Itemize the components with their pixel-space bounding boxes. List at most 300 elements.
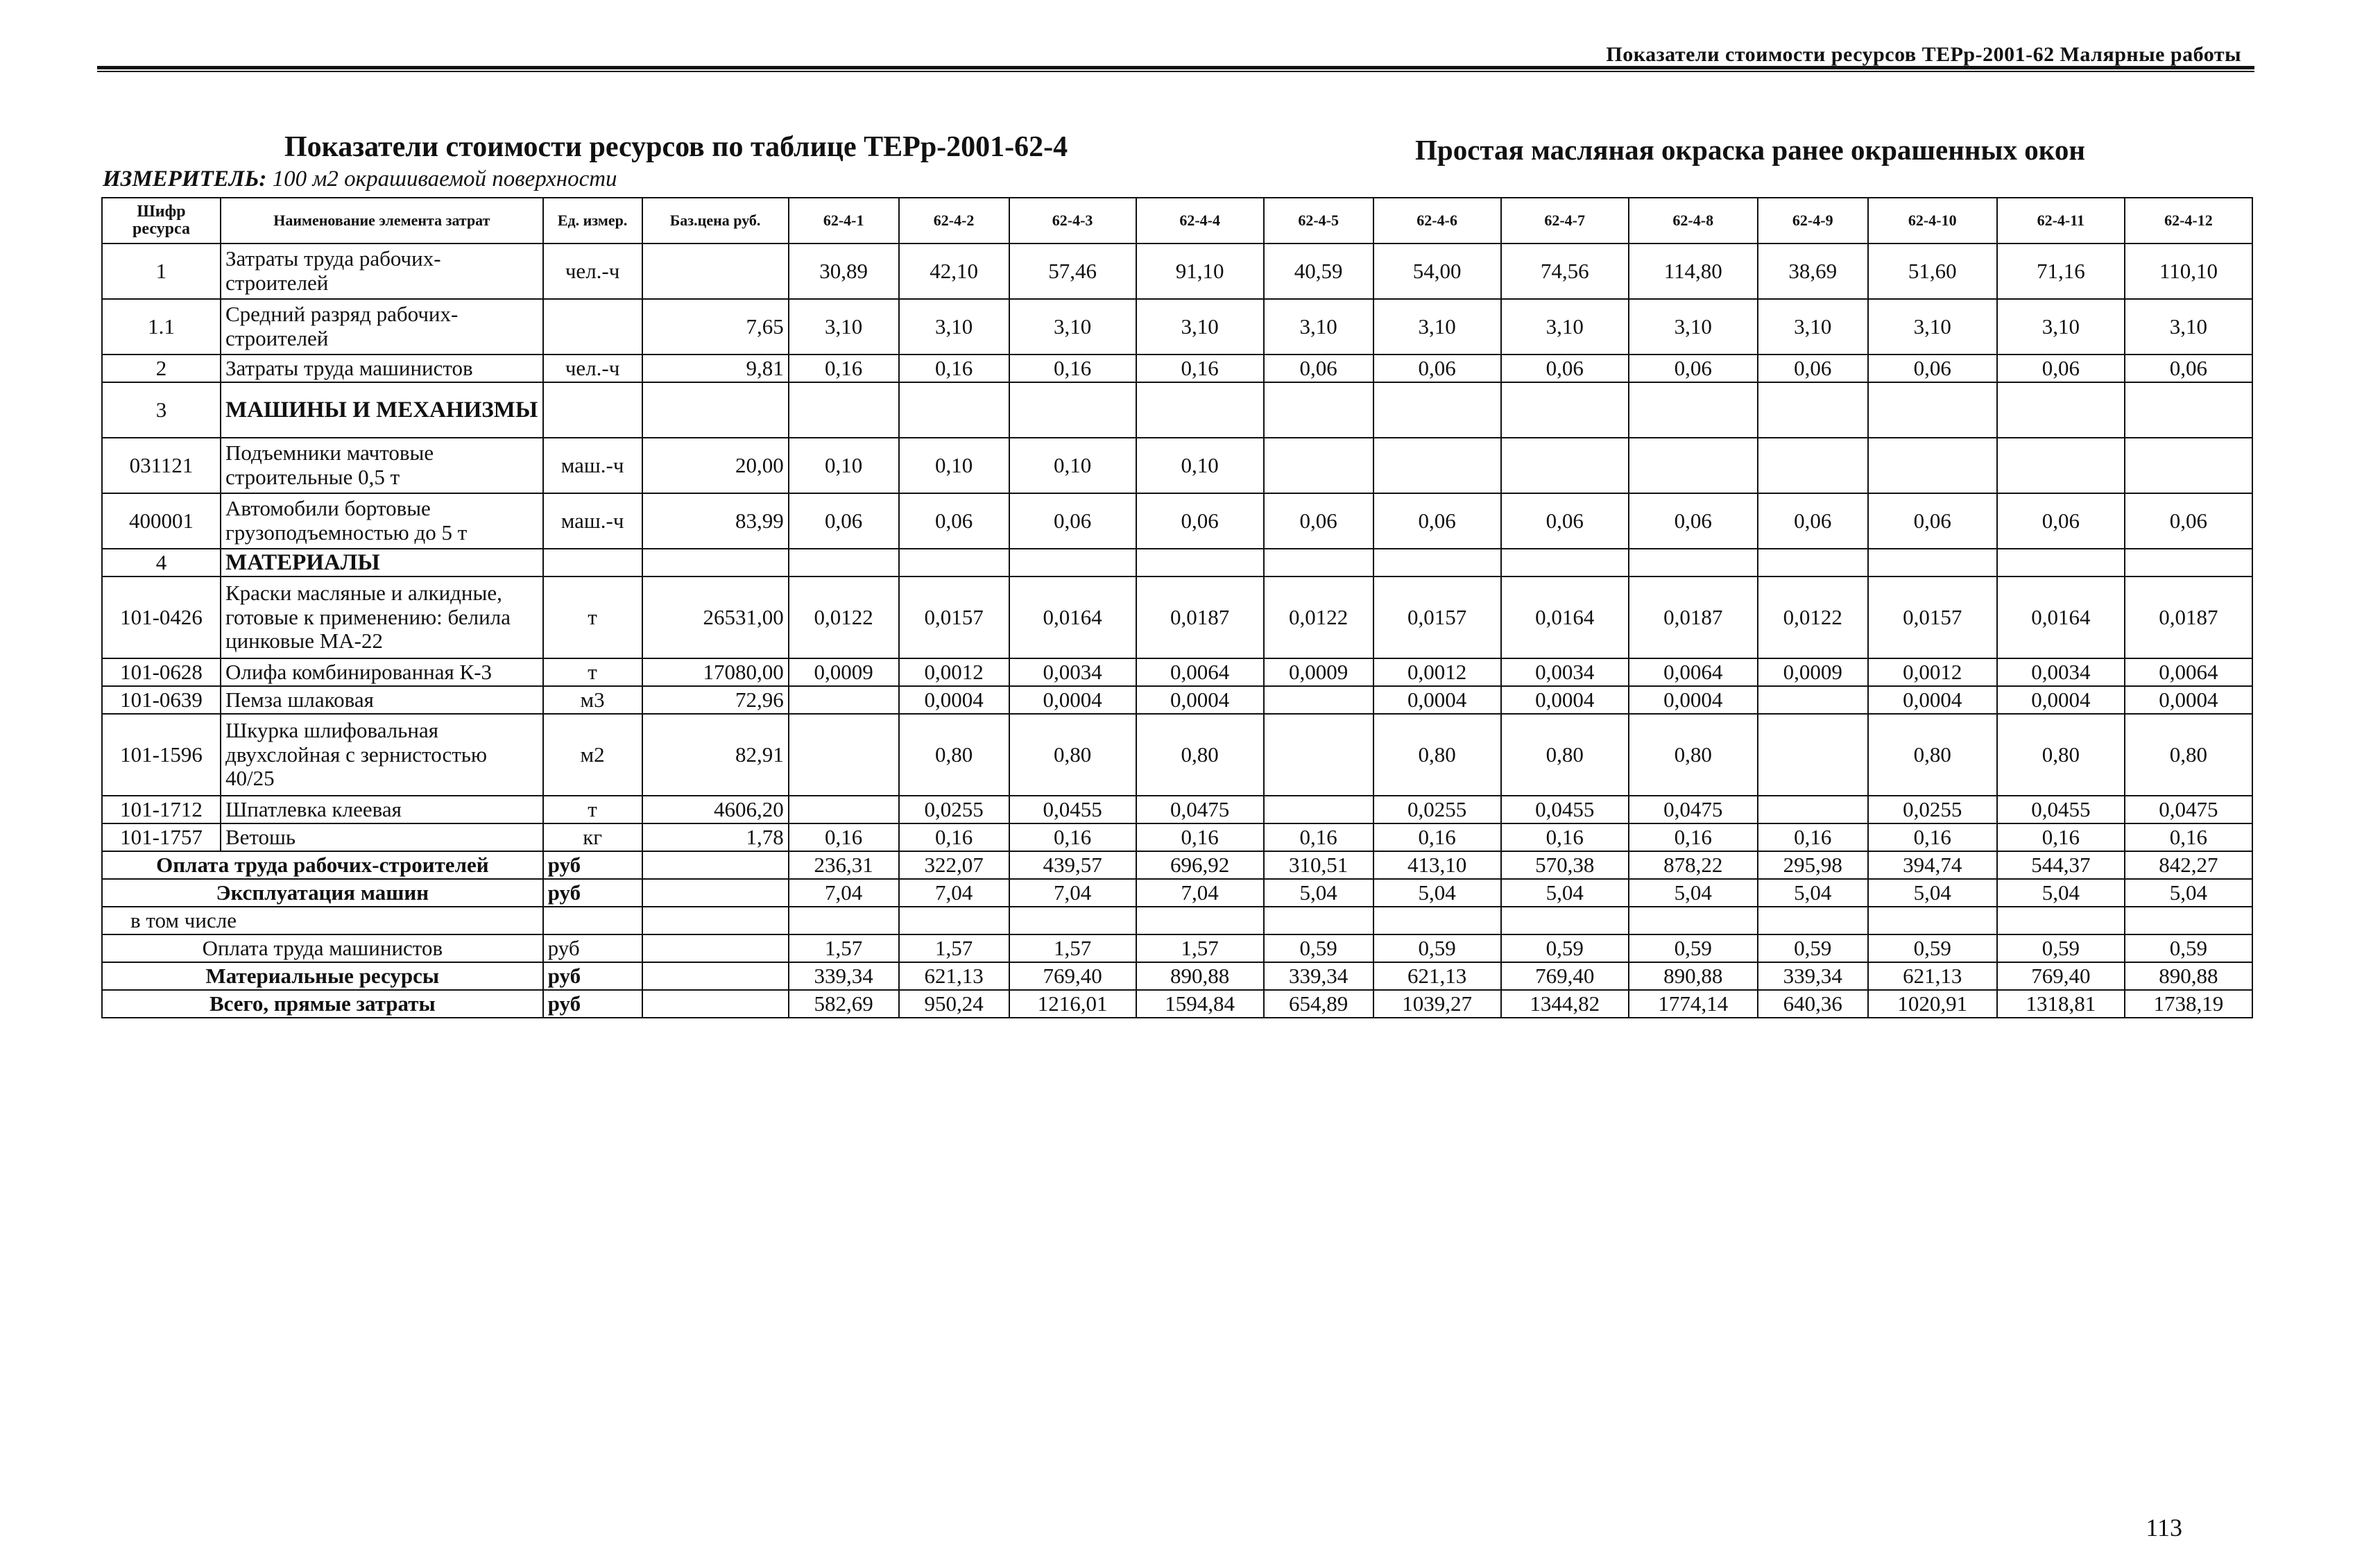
cell-value: 0,0475	[2125, 796, 2252, 823]
summary-value: 1039,27	[1373, 990, 1501, 1018]
header-rule	[97, 66, 2254, 69]
summary-value: 0,59	[1758, 934, 1868, 962]
cell-value	[1868, 438, 1997, 493]
cell-value: 0,0187	[1136, 576, 1264, 658]
cell-value: 0,06	[1373, 493, 1501, 549]
cell-value: 0,0187	[1629, 576, 1758, 658]
summary-price-empty	[642, 934, 789, 962]
summary-value: 890,88	[1136, 962, 1264, 990]
cell-value	[1373, 382, 1501, 438]
summary-unit: руб	[543, 879, 642, 907]
cell-price: 83,99	[642, 493, 789, 549]
cell-value: 0,80	[1868, 714, 1997, 796]
summary-value: 890,88	[1629, 962, 1758, 990]
cell-code: 101-1712	[102, 796, 221, 823]
cell-value: 110,10	[2125, 244, 2252, 299]
cell-value	[1758, 438, 1868, 493]
cell-value	[1501, 382, 1629, 438]
cell-name: Шкурка шлифовальная двухслойная с зернистостью 40/25	[221, 714, 543, 796]
summary-value: 1,57	[1009, 934, 1136, 962]
summary-value: 0,59	[1629, 934, 1758, 962]
cell-unit: м3	[543, 686, 642, 714]
summary-value	[1868, 907, 1997, 934]
summary-value: 394,74	[1868, 851, 1997, 879]
cell-value: 54,00	[1373, 244, 1501, 299]
summary-value: 640,36	[1758, 990, 1868, 1018]
cell-value: 0,80	[1997, 714, 2125, 796]
summary-value: 1738,19	[2125, 990, 2252, 1018]
header-column: 62-4-10	[1868, 198, 1997, 244]
cell-value: 0,0004	[1373, 686, 1501, 714]
header-name: Наименование элемента затрат	[221, 198, 543, 244]
cell-value	[1136, 382, 1264, 438]
cell-value: 0,06	[2125, 493, 2252, 549]
page-number: 113	[2146, 1514, 2182, 1541]
cell-price: 7,65	[642, 299, 789, 355]
cell-name: МАТЕРИАЛЫ	[221, 549, 543, 576]
cell-value: 0,0455	[1501, 796, 1629, 823]
cell-price	[642, 382, 789, 438]
cell-value: 0,10	[1009, 438, 1136, 493]
meter-value: 100 м2 окрашиваемой поверхности	[272, 166, 617, 191]
cell-value: 0,0187	[2125, 576, 2252, 658]
cell-value: 0,0004	[1501, 686, 1629, 714]
cell-name: Ветошь	[221, 823, 543, 851]
cell-value: 0,0034	[1501, 658, 1629, 686]
summary-value: 0,59	[1501, 934, 1629, 962]
summary-value: 439,57	[1009, 851, 1136, 879]
header-rule-thin	[97, 71, 2254, 72]
running-header: Показатели стоимости ресурсов ТЕРр-2001-62 Малярные работы	[1606, 43, 2241, 66]
summary-price-empty	[642, 962, 789, 990]
cell-value	[789, 796, 899, 823]
cell-value: 0,0012	[1373, 658, 1501, 686]
cell-value: 0,10	[789, 438, 899, 493]
cell-value	[1264, 796, 1373, 823]
cell-value: 40,59	[1264, 244, 1373, 299]
cell-value: 57,46	[1009, 244, 1136, 299]
cell-value: 0,0164	[1009, 576, 1136, 658]
cell-code: 3	[102, 382, 221, 438]
cell-price: 20,00	[642, 438, 789, 493]
summary-value: 1344,82	[1501, 990, 1629, 1018]
cell-value: 0,0009	[1758, 658, 1868, 686]
cell-value	[1009, 382, 1136, 438]
cell-value	[1758, 714, 1868, 796]
summary-value: 1774,14	[1629, 990, 1758, 1018]
summary-label: Оплата труда рабочих-строителей	[102, 851, 543, 879]
cell-unit: маш.-ч	[543, 438, 642, 493]
cell-value: 0,0034	[1009, 658, 1136, 686]
cell-code: 101-0426	[102, 576, 221, 658]
cell-value: 0,06	[1868, 493, 1997, 549]
summary-label: Оплата труда машинистов	[102, 934, 543, 962]
cell-price: 26531,00	[642, 576, 789, 658]
meter-line	[103, 166, 617, 192]
cell-value	[789, 549, 899, 576]
summary-value: 842,27	[2125, 851, 2252, 879]
cell-value	[2125, 549, 2252, 576]
cell-value	[1373, 438, 1501, 493]
header-price: Баз.цена руб.	[642, 198, 789, 244]
cell-value: 3,10	[2125, 299, 2252, 355]
cell-value: 3,10	[1373, 299, 1501, 355]
cell-value: 0,06	[1629, 493, 1758, 549]
cell-value	[1997, 382, 2125, 438]
cell-name: Шпатлевка клеевая	[221, 796, 543, 823]
cell-value	[1009, 549, 1136, 576]
cell-value: 0,0255	[1868, 796, 1997, 823]
cell-value: 0,16	[899, 823, 1009, 851]
cell-value: 0,0064	[2125, 658, 2252, 686]
cell-value	[1373, 549, 1501, 576]
summary-value: 5,04	[1868, 879, 1997, 907]
cell-value	[1758, 549, 1868, 576]
cell-value: 0,0012	[899, 658, 1009, 686]
cell-value	[1758, 382, 1868, 438]
summary-value	[1629, 907, 1758, 934]
cell-value: 0,16	[2125, 823, 2252, 851]
summary-value: 7,04	[899, 879, 1009, 907]
table-row	[102, 244, 2252, 299]
header-column: 62-4-4	[1136, 198, 1264, 244]
header-column: 62-4-3	[1009, 198, 1136, 244]
cell-name: Краски масляные и алкидные, готовые к применению: белила цинковые МА-22	[221, 576, 543, 658]
summary-value: 5,04	[1373, 879, 1501, 907]
summary-value: 7,04	[1136, 879, 1264, 907]
summary-value: 1318,81	[1997, 990, 2125, 1018]
cell-value: 0,16	[1009, 355, 1136, 382]
cell-value	[789, 382, 899, 438]
summary-value	[1009, 907, 1136, 934]
summary-value: 544,37	[1997, 851, 2125, 879]
cell-value: 0,16	[899, 355, 1009, 382]
table-row	[102, 658, 2252, 686]
summary-price-empty	[642, 879, 789, 907]
cell-value	[1997, 549, 2125, 576]
cell-value: 0,0455	[1009, 796, 1136, 823]
cell-value: 0,0064	[1136, 658, 1264, 686]
cell-value: 0,10	[899, 438, 1009, 493]
summary-value: 0,59	[1868, 934, 1997, 962]
table-row	[102, 576, 2252, 658]
cell-value	[1136, 549, 1264, 576]
cell-value: 91,10	[1136, 244, 1264, 299]
summary-label: в том числе	[102, 907, 543, 934]
cell-value: 0,0455	[1997, 796, 2125, 823]
summary-value: 310,51	[1264, 851, 1373, 879]
header-column: 62-4-6	[1373, 198, 1501, 244]
cell-code: 101-1757	[102, 823, 221, 851]
section-row	[102, 549, 2252, 576]
cell-value: 0,0009	[789, 658, 899, 686]
summary-value: 5,04	[1997, 879, 2125, 907]
header-unit: Ед. измер.	[543, 198, 642, 244]
cell-value	[1629, 438, 1758, 493]
cell-value: 0,0164	[1501, 576, 1629, 658]
summary-value: 5,04	[2125, 879, 2252, 907]
cell-code: 031121	[102, 438, 221, 493]
cell-name: Автомобили бортовые грузоподъемностью до 5 т	[221, 493, 543, 549]
summary-row	[102, 962, 2252, 990]
cell-name: Подъемники мачтовые строительные 0,5 т	[221, 438, 543, 493]
cell-value: 3,10	[1868, 299, 1997, 355]
cell-price	[642, 549, 789, 576]
cell-value	[789, 686, 899, 714]
summary-value: 654,89	[1264, 990, 1373, 1018]
cell-value: 3,10	[1629, 299, 1758, 355]
cell-unit	[543, 382, 642, 438]
cell-value	[1997, 438, 2125, 493]
resource-table	[101, 197, 2253, 1018]
summary-unit	[543, 907, 642, 934]
cell-value: 0,80	[2125, 714, 2252, 796]
summary-value	[1373, 907, 1501, 934]
cell-code: 400001	[102, 493, 221, 549]
summary-value: 621,13	[1868, 962, 1997, 990]
work-title: Простая масляная окраска ранее окрашенных окон	[1415, 134, 2085, 166]
cell-name: МАШИНЫ И МЕХАНИЗМЫ	[221, 382, 543, 438]
cell-value: 0,06	[1136, 493, 1264, 549]
summary-value: 890,88	[2125, 962, 2252, 990]
cell-unit: т	[543, 658, 642, 686]
summary-value: 295,98	[1758, 851, 1868, 879]
cell-value: 0,16	[1629, 823, 1758, 851]
cell-value: 0,06	[2125, 355, 2252, 382]
summary-value: 339,34	[789, 962, 899, 990]
summary-row	[102, 907, 2252, 934]
table-row	[102, 796, 2252, 823]
summary-label: Материальные ресурсы	[102, 962, 543, 990]
summary-row	[102, 851, 2252, 879]
cell-unit: м2	[543, 714, 642, 796]
cell-value: 0,06	[1009, 493, 1136, 549]
cell-value: 0,0122	[789, 576, 899, 658]
cell-code: 101-0628	[102, 658, 221, 686]
cell-value: 0,06	[899, 493, 1009, 549]
cell-value: 0,06	[1629, 355, 1758, 382]
cell-value: 0,0255	[1373, 796, 1501, 823]
cell-value: 38,69	[1758, 244, 1868, 299]
cell-value: 3,10	[1997, 299, 2125, 355]
cell-value	[1501, 438, 1629, 493]
summary-row	[102, 990, 2252, 1018]
cell-value: 0,06	[1868, 355, 1997, 382]
summary-label: Эксплуатация машин	[102, 879, 543, 907]
cell-value: 0,0004	[899, 686, 1009, 714]
cell-value: 0,06	[1758, 355, 1868, 382]
cell-value: 0,0004	[1136, 686, 1264, 714]
cell-value: 0,0157	[1373, 576, 1501, 658]
summary-value: 769,40	[1501, 962, 1629, 990]
summary-value	[899, 907, 1009, 934]
cell-value: 3,10	[899, 299, 1009, 355]
cell-code: 2	[102, 355, 221, 382]
cell-value: 0,0122	[1264, 576, 1373, 658]
summary-value: 621,13	[899, 962, 1009, 990]
cell-value: 0,16	[1009, 823, 1136, 851]
cell-value: 0,16	[1136, 823, 1264, 851]
cell-value: 0,06	[1997, 493, 2125, 549]
cell-value: 0,10	[1136, 438, 1264, 493]
cell-value: 0,16	[1264, 823, 1373, 851]
header-column: 62-4-1	[789, 198, 899, 244]
cell-value	[789, 714, 899, 796]
cell-value	[899, 549, 1009, 576]
cell-value: 0,0475	[1136, 796, 1264, 823]
summary-value: 7,04	[1009, 879, 1136, 907]
cell-value: 0,0004	[2125, 686, 2252, 714]
cell-value: 3,10	[789, 299, 899, 355]
section-row	[102, 382, 2252, 438]
cell-unit: т	[543, 796, 642, 823]
cell-value: 0,06	[1758, 493, 1868, 549]
cell-value	[1629, 549, 1758, 576]
summary-value: 236,31	[789, 851, 899, 879]
summary-value: 582,69	[789, 990, 899, 1018]
cell-unit: кг	[543, 823, 642, 851]
summary-value: 413,10	[1373, 851, 1501, 879]
cell-value: 0,06	[1501, 355, 1629, 382]
summary-value: 339,34	[1264, 962, 1373, 990]
table-row	[102, 438, 2252, 493]
cell-value	[1868, 549, 1997, 576]
summary-value	[2125, 907, 2252, 934]
summary-value: 1,57	[1136, 934, 1264, 962]
summary-value: 1,57	[789, 934, 899, 962]
cell-value: 0,0157	[899, 576, 1009, 658]
summary-value	[1501, 907, 1629, 934]
cell-value: 74,56	[1501, 244, 1629, 299]
cell-value	[1501, 549, 1629, 576]
cell-code: 101-1596	[102, 714, 221, 796]
summary-value: 322,07	[899, 851, 1009, 879]
table-title: Показатели стоимости ресурсов по таблице ТЕРр-2001-62-4	[284, 131, 1068, 163]
cell-value: 114,80	[1629, 244, 1758, 299]
cell-price	[642, 244, 789, 299]
summary-price-empty	[642, 851, 789, 879]
summary-value: 0,59	[1373, 934, 1501, 962]
cell-value: 3,10	[1758, 299, 1868, 355]
cell-value: 0,0255	[899, 796, 1009, 823]
cell-value: 42,10	[899, 244, 1009, 299]
cell-value	[1264, 686, 1373, 714]
cell-value: 0,16	[1136, 355, 1264, 382]
cell-value	[1758, 686, 1868, 714]
table-row	[102, 299, 2252, 355]
summary-unit: руб	[543, 934, 642, 962]
cell-value: 0,0122	[1758, 576, 1868, 658]
cell-name: Олифа комбинированная К-3	[221, 658, 543, 686]
summary-value: 1216,01	[1009, 990, 1136, 1018]
header-code: Шифр ресурса	[102, 198, 221, 244]
table-row	[102, 686, 2252, 714]
cell-unit	[543, 299, 642, 355]
cell-value: 0,80	[1009, 714, 1136, 796]
cell-price: 17080,00	[642, 658, 789, 686]
cell-name: Средний разряд рабочих-строителей	[221, 299, 543, 355]
cell-value: 0,06	[1997, 355, 2125, 382]
summary-value: 696,92	[1136, 851, 1264, 879]
cell-value: 0,80	[1501, 714, 1629, 796]
cell-value: 0,0004	[1629, 686, 1758, 714]
header-column: 62-4-5	[1264, 198, 1373, 244]
cell-value: 3,10	[1264, 299, 1373, 355]
summary-label: Всего, прямые затраты	[102, 990, 543, 1018]
cell-value: 0,80	[1373, 714, 1501, 796]
summary-value: 339,34	[1758, 962, 1868, 990]
cell-value: 0,16	[1501, 823, 1629, 851]
cell-value: 0,16	[1868, 823, 1997, 851]
summary-value: 5,04	[1758, 879, 1868, 907]
summary-value: 5,04	[1629, 879, 1758, 907]
cell-unit: т	[543, 576, 642, 658]
cell-price: 4606,20	[642, 796, 789, 823]
cell-value	[1264, 714, 1373, 796]
cell-value: 51,60	[1868, 244, 1997, 299]
cell-value: 0,06	[1264, 493, 1373, 549]
cell-value	[1264, 549, 1373, 576]
summary-value	[1264, 907, 1373, 934]
cell-value: 0,06	[789, 493, 899, 549]
summary-value: 0,59	[2125, 934, 2252, 962]
summary-price-empty	[642, 907, 789, 934]
cell-value: 0,16	[1758, 823, 1868, 851]
cell-value	[1868, 382, 1997, 438]
cell-value: 30,89	[789, 244, 899, 299]
cell-value: 0,0064	[1629, 658, 1758, 686]
summary-value: 570,38	[1501, 851, 1629, 879]
cell-value	[1629, 382, 1758, 438]
summary-value: 950,24	[899, 990, 1009, 1018]
summary-unit: руб	[543, 851, 642, 879]
summary-value: 1594,84	[1136, 990, 1264, 1018]
cell-value: 0,0004	[1868, 686, 1997, 714]
summary-unit: руб	[543, 962, 642, 990]
cell-value: 0,16	[1373, 823, 1501, 851]
cell-value: 0,80	[1136, 714, 1264, 796]
cell-value: 0,0164	[1997, 576, 2125, 658]
cell-value	[2125, 438, 2252, 493]
header-column: 62-4-7	[1501, 198, 1629, 244]
summary-price-empty	[642, 990, 789, 1018]
cell-value: 3,10	[1501, 299, 1629, 355]
summary-value	[1997, 907, 2125, 934]
cell-value	[2125, 382, 2252, 438]
summary-value	[1758, 907, 1868, 934]
cell-unit: чел.-ч	[543, 244, 642, 299]
summary-value: 621,13	[1373, 962, 1501, 990]
cell-value	[1758, 796, 1868, 823]
meter-label: ИЗМЕРИТЕЛЬ:	[103, 166, 267, 191]
cell-unit: маш.-ч	[543, 493, 642, 549]
cell-value: 0,0157	[1868, 576, 1997, 658]
cell-value: 0,80	[899, 714, 1009, 796]
cell-code: 4	[102, 549, 221, 576]
summary-value: 1020,91	[1868, 990, 1997, 1018]
summary-value: 769,40	[1009, 962, 1136, 990]
cell-value: 0,16	[789, 355, 899, 382]
cell-price: 82,91	[642, 714, 789, 796]
summary-value	[789, 907, 899, 934]
cell-value: 0,80	[1629, 714, 1758, 796]
summary-value: 0,59	[1997, 934, 2125, 962]
cell-code: 1	[102, 244, 221, 299]
cell-value: 0,0012	[1868, 658, 1997, 686]
cell-price: 72,96	[642, 686, 789, 714]
cell-value: 0,06	[1264, 355, 1373, 382]
cell-unit	[543, 549, 642, 576]
